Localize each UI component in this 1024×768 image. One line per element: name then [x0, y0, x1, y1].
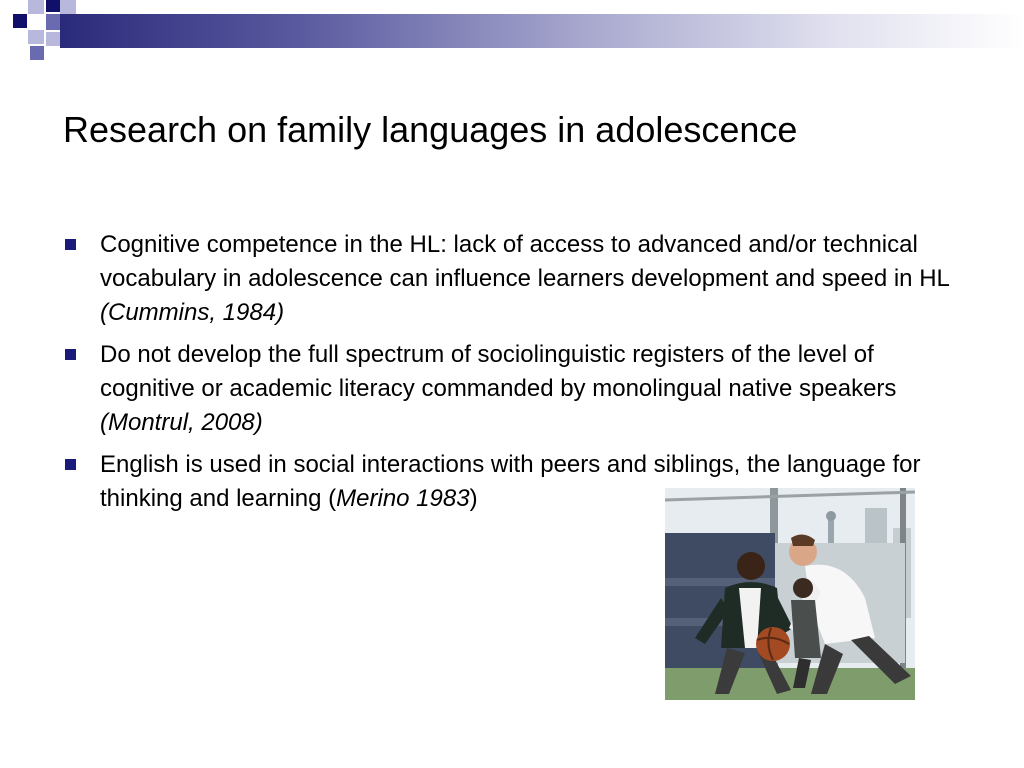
bullet-text: Do not develop the full spectrum of sociolinguistic registers of the level of cognitive or academic literacy commanded by monolingual native speakers	[100, 341, 897, 402]
bullet-list	[62, 228, 972, 524]
square-bullet-icon	[65, 239, 76, 250]
basketball-players-illustration	[665, 488, 915, 700]
banner-square-dark	[46, 0, 60, 12]
basketball-photo	[665, 488, 915, 700]
banner-square-light	[28, 0, 44, 14]
square-bullet-icon	[65, 459, 76, 470]
banner-square-mid	[30, 46, 44, 60]
bullet-text: Cognitive competence in the HL: lack of access to advanced and/or technical vocabulary in adolescence can influence learners development and speed in HL	[100, 231, 949, 292]
bullet-suffix: )	[469, 485, 478, 512]
square-bullet-icon	[65, 349, 76, 360]
banner-square-dark	[13, 14, 27, 28]
bullet-citation: (Montrul, 2008)	[100, 409, 263, 436]
banner-square-light	[60, 0, 76, 14]
slide-title: Research on family languages in adolescence	[63, 109, 798, 150]
bullet-citation: (Cummins, 1984)	[100, 299, 285, 326]
banner-gradient-bar	[60, 14, 1024, 48]
bullet-item	[62, 228, 972, 330]
banner-square-mid	[46, 14, 60, 30]
banner-square-light	[28, 30, 44, 44]
decorative-banner	[0, 0, 1024, 70]
bullet-item	[62, 338, 972, 440]
bullet-text: English is used in social interactions with peers and siblings, the language for thinking and learning (	[100, 451, 921, 512]
banner-square-light	[46, 32, 60, 46]
bullet-citation: Merino 1983	[336, 485, 470, 512]
